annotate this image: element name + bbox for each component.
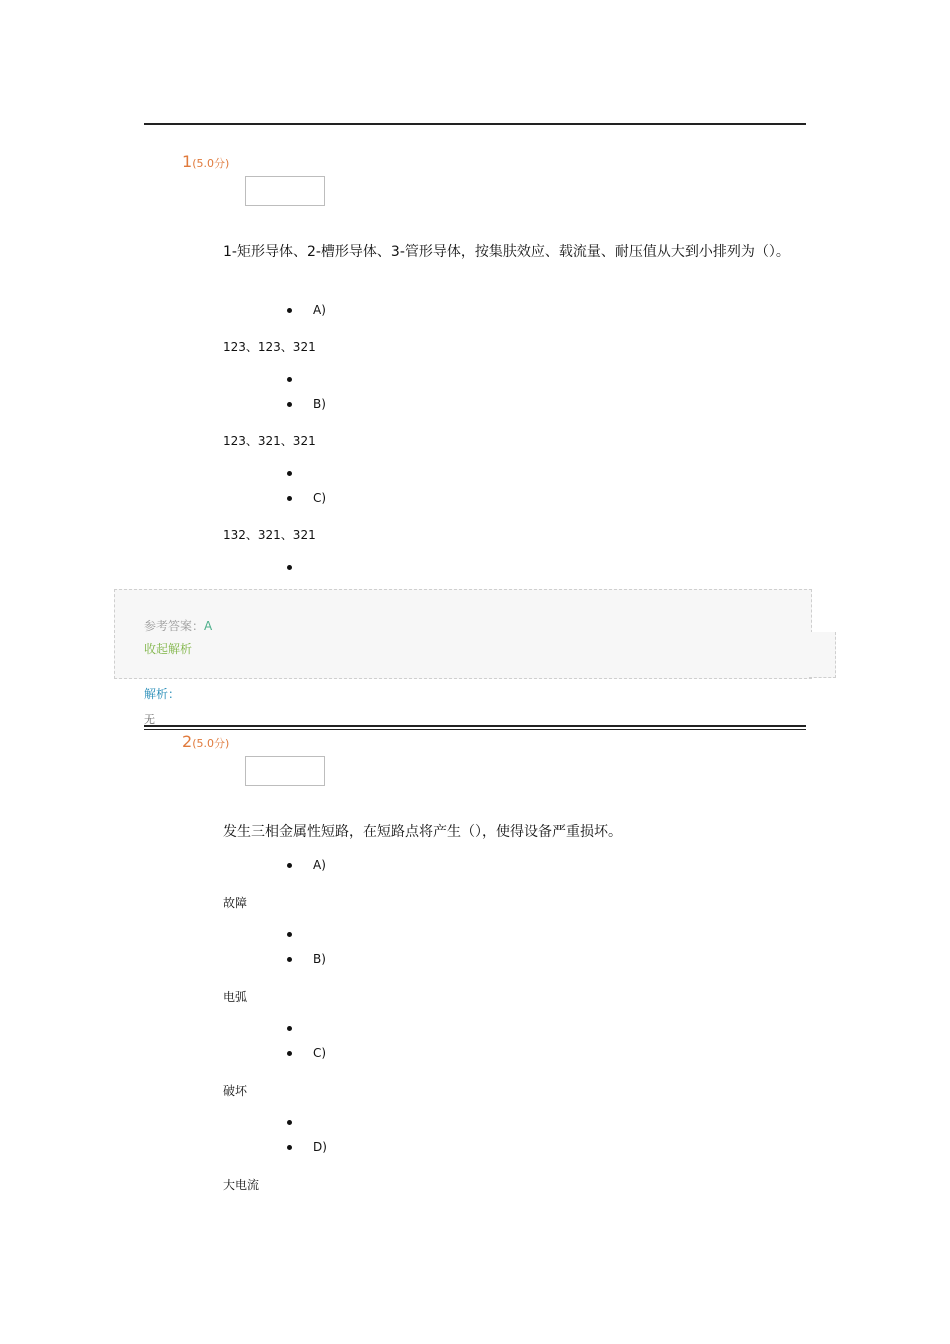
- question-2-header: [182, 732, 229, 751]
- question-score: (5.0分): [192, 157, 230, 170]
- top-divider: [144, 123, 806, 125]
- option-bullet[interactable]: [313, 858, 326, 872]
- reference-label: 参考答案：: [144, 619, 205, 633]
- question-divider: [144, 725, 806, 730]
- option-label: D): [313, 1140, 327, 1154]
- option-label: A): [313, 858, 326, 872]
- option-bullet[interactable]: [313, 397, 326, 411]
- question-number: 2: [182, 732, 193, 751]
- option-label: A): [313, 303, 326, 317]
- option-bullet[interactable]: [313, 1046, 326, 1060]
- question-text: 发生三相金属性短路，在短路点将产生（），使得设备严重损坏。: [223, 824, 622, 840]
- analysis-label: 解析：: [144, 687, 181, 701]
- analysis-text: 无: [144, 713, 155, 726]
- question-number: 1: [182, 152, 193, 171]
- question-1-header: [182, 152, 229, 171]
- option-label: B): [313, 952, 326, 966]
- option-bullet[interactable]: [313, 1140, 327, 1154]
- option-text: 故障: [223, 896, 248, 910]
- option-text: 电弧: [223, 990, 248, 1004]
- reference-panel-extension: [809, 632, 836, 678]
- answer-input[interactable]: [245, 176, 325, 206]
- reference-answer: [144, 615, 212, 634]
- option-text: 123、321、321: [223, 434, 316, 448]
- option-text: 大电流: [223, 1178, 260, 1192]
- reference-value: A: [204, 619, 213, 633]
- answer-input[interactable]: [245, 756, 325, 786]
- option-text: 破坏: [223, 1084, 248, 1098]
- reference-answer-panel: [114, 589, 812, 679]
- collapse-analysis-link[interactable]: 收起解析: [144, 642, 193, 656]
- option-bullet[interactable]: [313, 303, 326, 317]
- question-score: (5.0分): [192, 737, 230, 750]
- option-text: 132、321、321: [223, 528, 316, 542]
- option-label: C): [313, 491, 327, 505]
- option-bullet[interactable]: [313, 491, 326, 505]
- question-text: 1-矩形导体、2-槽形导体、3-管形导体，按集肤效应、载流量、耐压值从大到小排列为（）。: [223, 244, 790, 260]
- option-bullet[interactable]: [313, 952, 326, 966]
- option-text: 123、123、321: [223, 340, 316, 354]
- option-label: B): [313, 397, 326, 411]
- option-label: C): [313, 1046, 327, 1060]
